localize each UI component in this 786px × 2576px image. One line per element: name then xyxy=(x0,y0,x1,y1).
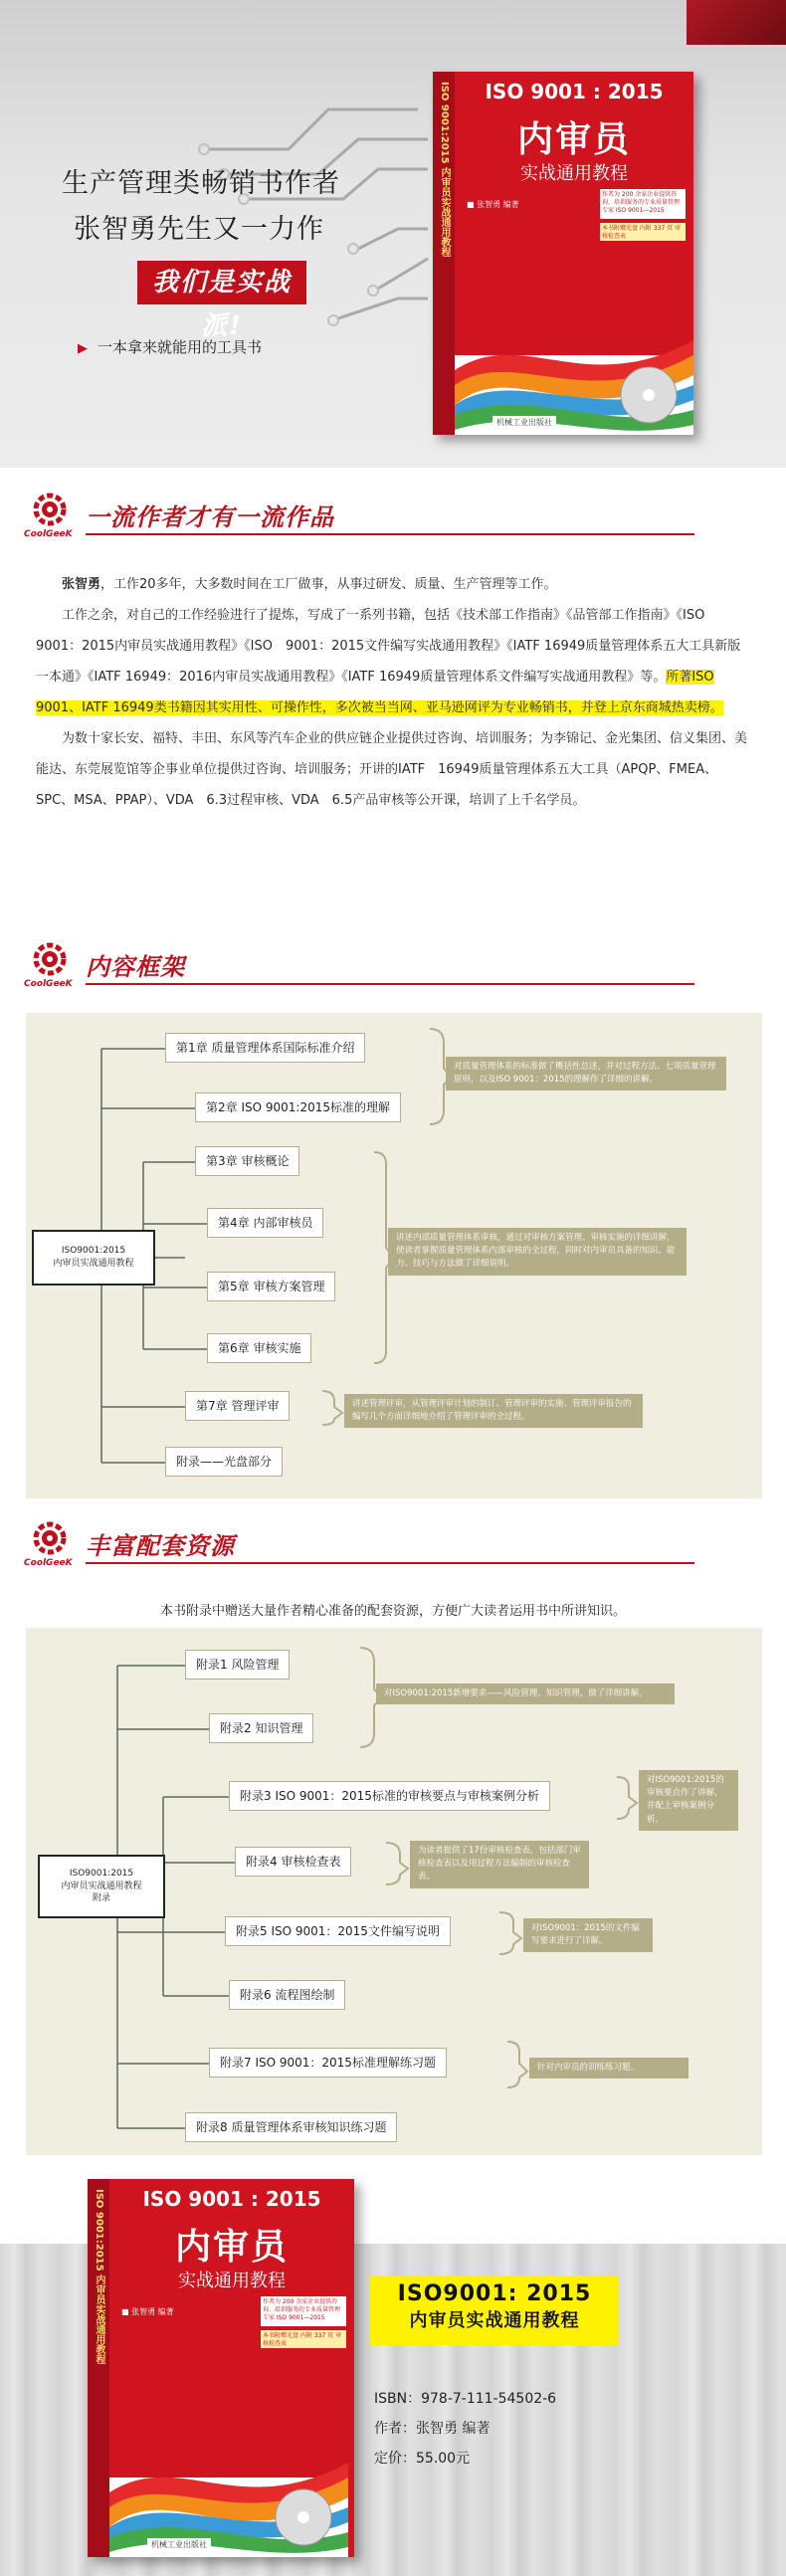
framework-note: 讲述内部质量管理体系审核，通过对审核方案管理、审核实施的详细讲解，使读者掌握质量管理体系内部审核的全过程，同时对内审员具备的知识、能力、技巧与方法做了详细说明。 xyxy=(388,1228,687,1276)
hero-tagline-text: 一本拿来就能用的工具书 xyxy=(98,338,263,356)
framework-note: 讲述管理评审，从管理评审计划的制订、管理评审的实施、管理评审报告的编写几个方面详细地介绍了管理评审的全过程。 xyxy=(344,1394,643,1428)
book-stamp-cd: 本书附赠光盘 内附 337 页 审核检查表 xyxy=(600,223,686,241)
book-author: ■ 张智勇 编著 xyxy=(467,200,519,209)
footer-title-box xyxy=(370,2276,619,2345)
section-title: 内容框架 xyxy=(86,953,185,981)
book-spine-text: ISO 9001:2015 内审员实战通用教程 xyxy=(439,82,450,258)
appendix-item: 附录2 知识管理 xyxy=(209,1713,313,1743)
center-line: 内审员实战通用教程 xyxy=(53,1259,134,1269)
framework-panel xyxy=(26,1013,762,1498)
hero-headline-2: 张智勇先生又一力作 xyxy=(74,214,324,245)
logo-text: CoolGeeK xyxy=(24,1558,73,1568)
chapter-item: 附录——光盘部分 xyxy=(165,1447,283,1477)
chapter-item: 第5章 审核方案管理 xyxy=(207,1272,335,1301)
book-publisher: 机械工业出版社 xyxy=(147,2538,211,2551)
price: 定价：55.00元 xyxy=(374,2451,471,2467)
center-line: 附录 xyxy=(92,1893,110,1904)
appendix-item: 附录8 质量管理体系审核知识练习题 xyxy=(185,2112,397,2142)
book-cover-footer xyxy=(88,2179,354,2557)
book-title: 内审员 xyxy=(174,2227,289,2268)
appendix-item: 附录1 风险管理 xyxy=(185,1650,290,1680)
book-subtitle: 实战通用教程 xyxy=(520,163,628,184)
center-line: ISO9001:2015 xyxy=(61,1246,126,1257)
intro-paragraph-1 xyxy=(36,569,752,600)
section-title: 丰富配套资源 xyxy=(86,1532,235,1560)
resources-center-box xyxy=(38,1855,165,1918)
isbn: ISBN：978-7-111-54502-6 xyxy=(374,2391,557,2407)
intro-paragraph-3: 为数十家长安、福特、丰田、东风等汽车企业的供应链企业提供过咨询、培训服务；为李锦记、金光集团、信义集团、美能达、东莞展览馆等企事业单位提供过咨询、培训服务；开讲的IATF 16949质量管理体系五大工具（APQP、FMEA、SPC、MSA、PPAP）、VDA 6.3过程审核、VDA 6.5产品审核等公开课，培训了上千名学员。 xyxy=(36,731,748,808)
chapter-item: 第2章 ISO 9001:2015标准的理解 xyxy=(195,1092,401,1122)
section-rule xyxy=(86,1562,694,1564)
book-author: ■ 张智勇 编著 xyxy=(121,2307,174,2316)
framework-center-box xyxy=(32,1230,155,1286)
section-rule xyxy=(86,983,694,985)
hero-badge: 我们是实战派! xyxy=(137,261,306,304)
book-iso: ISO 9001 : 2015 xyxy=(142,2187,321,2211)
corner-accent xyxy=(687,0,786,45)
appendix-item: 附录5 ISO 9001：2015文件编写说明 xyxy=(225,1916,451,1946)
chapter-item: 第3章 审核概论 xyxy=(195,1146,299,1176)
book-publisher: 机械工业出版社 xyxy=(492,416,556,429)
hero-headline-1: 生产管理类畅销书作者 xyxy=(62,168,340,199)
author-credit: 作者：张智勇 编著 xyxy=(374,2421,491,2437)
resources-intro: 本书附录中赠送大量作者精心准备的配套资源，方便广大读者运用书中所讲知识。 xyxy=(159,1604,626,1619)
framework-note: 对质量管理体系的标准做了概括性总述，并对过程方法、七项质量管理原则，以及ISO 9001：2015的理解作了详细的讲解。 xyxy=(446,1057,726,1090)
resources-note: 针对内审员的训练练习题。 xyxy=(529,2058,688,2079)
section-resources-header xyxy=(24,1518,764,1572)
chapter-item: 第1章 质量管理体系国际标准介绍 xyxy=(165,1033,365,1063)
hero-banner xyxy=(0,0,786,468)
book-cover xyxy=(433,72,693,435)
section-framework-header xyxy=(24,939,764,993)
book-spine-text: ISO 9001:2015 内审员实战通用教程 xyxy=(94,2189,104,2365)
book-spine xyxy=(433,72,455,435)
section-title: 一流作者才有一流作品 xyxy=(86,503,334,531)
book-title: 内审员 xyxy=(516,119,631,160)
book-stamp-cd: 本书附赠光盘 内附 337 页 审核检查表 xyxy=(261,2330,346,2348)
intro-highlight: 所著ISO 9001、IATF 16949类书籍因其实用性、可操作性，多次被当当网、亚马逊网评为专业畅销书，并登上京东商城热卖榜。 xyxy=(36,670,723,715)
book-spine xyxy=(88,2179,109,2557)
appendix-item: 附录4 审核检查表 xyxy=(235,1847,351,1877)
section-rule xyxy=(86,533,694,535)
book-iso: ISO 9001 : 2015 xyxy=(485,80,664,103)
book-stamp: 作者为 200 余家企业提供咨询、培训服务的专业质量管理专家 ISO 9001—2015 xyxy=(261,2296,346,2326)
resources-panel xyxy=(26,1628,762,2155)
book-wave-art xyxy=(109,2438,348,2557)
appendix-item: 附录7 ISO 9001：2015标准理解练习题 xyxy=(209,2048,447,2078)
footer-title-line-2: 内审员实战通用教程 xyxy=(409,2310,580,2331)
chapter-item: 第4章 内部审核员 xyxy=(207,1208,323,1238)
center-line: 内审员实战通用教程 xyxy=(61,1881,142,1891)
appendix-item: 附录3 ISO 9001：2015标准的审核要点与审核案例分析 xyxy=(229,1781,550,1811)
resources-note: 为读者提供了17份审核检查表，包括部门审核检查表以及用过程方法编制的审核检查表。 xyxy=(410,1841,589,1888)
logo-text: CoolGeeK xyxy=(24,979,73,989)
center-line: ISO9001:2015 xyxy=(69,1869,134,1880)
author-intro xyxy=(36,569,752,816)
intro-text-2: 工作之余，对自己的工作经验进行了提炼，写成了一系列书籍，包括《技术部工作指南》《品管部工作指南》《ISO 9001：2015内审员实战通用教程》《ISO 9001：2015文件编写实战通用教程》《IATF 16949质量管理体系五大工具新版一本通》《IATF 16949：2016内审员实战通用教程》《IATF 16949质量管理体系文件编写实战通用教程》等。 xyxy=(36,608,741,685)
book-stamp: 作者为 200 余家企业提供咨询、培训服务的专业质量管理专家 ISO 9001—2015 xyxy=(600,189,686,219)
resources-note: 对ISO9001：2015的文件编写要求进行了详解。 xyxy=(523,1918,653,1952)
section-author-header xyxy=(24,490,764,543)
logo-text: CoolGeeK xyxy=(24,529,73,539)
author-name: 张智勇 xyxy=(62,577,101,592)
intro-text-1: ，工作20多年，大多数时间在工厂做事，从事过研发、质量、生产管理等工作。 xyxy=(100,577,557,592)
chapter-item: 第7章 管理评审 xyxy=(185,1391,290,1421)
chapter-item: 第6章 审核实施 xyxy=(207,1333,311,1363)
appendix-item: 附录6 流程图绘制 xyxy=(229,1980,345,2010)
intro-paragraph-2 xyxy=(36,600,752,723)
resources-note: 对ISO9001:2015的审核要点作了讲解，并配上审核案例分析。 xyxy=(639,1770,738,1831)
book-wave-art xyxy=(455,315,693,435)
footer-title-line-1: ISO9001: 2015 xyxy=(397,2281,592,2306)
hero-tagline xyxy=(78,336,262,357)
resources-note: 对ISO9001:2015新增要求——风险管理、知识管理，做了详细讲解。 xyxy=(376,1684,675,1704)
book-subtitle: 实战通用教程 xyxy=(178,2271,286,2291)
play-arrow-icon: ▶ xyxy=(78,341,88,356)
